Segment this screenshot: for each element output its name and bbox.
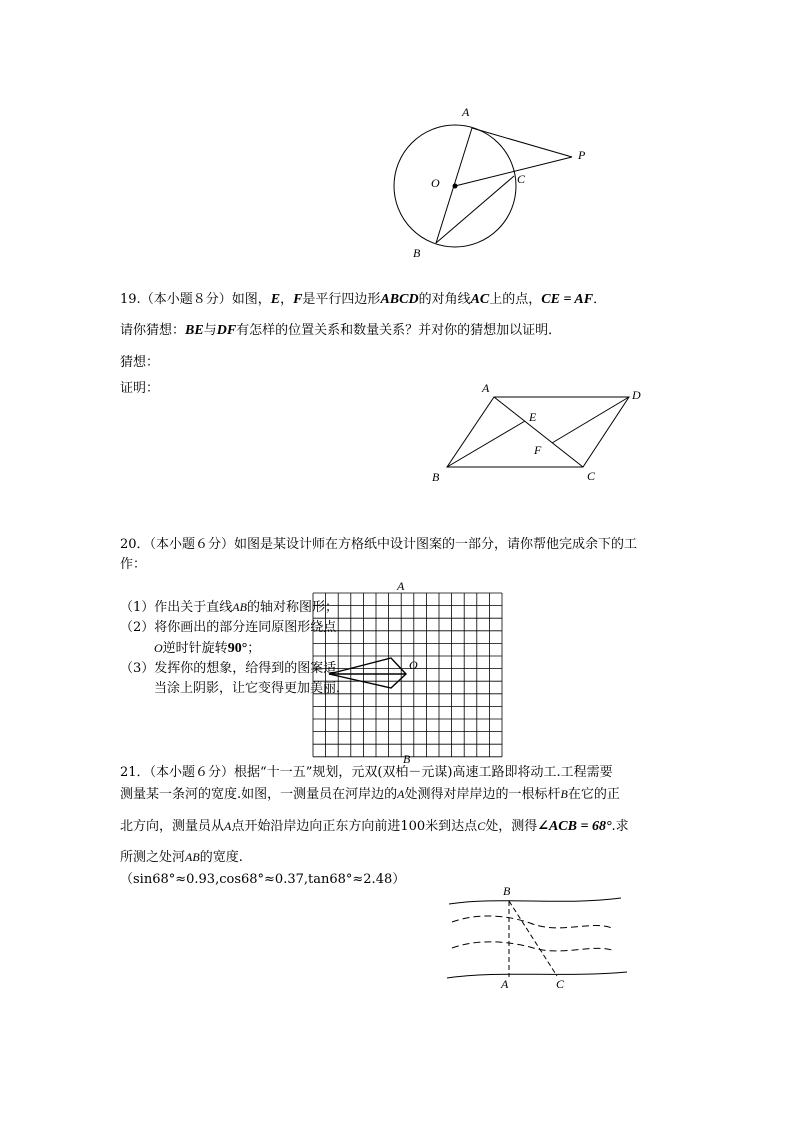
math-angle-acb: ∠ACB = 68°	[537, 819, 612, 834]
q20-item3-cont: 当涂上阴影，让它变得更加美丽．	[154, 681, 350, 696]
para-label-b: B	[432, 470, 440, 484]
math-abcd: ABCD	[380, 292, 419, 307]
q19-period: ．	[593, 292, 607, 307]
line-bc-dashed	[509, 901, 557, 976]
q19-proof-label: 证明：	[120, 381, 160, 396]
para-label-d: D	[632, 388, 641, 402]
math-b: B	[560, 787, 568, 801]
math-ab: AB	[232, 600, 247, 614]
math-c: C	[477, 819, 486, 833]
math-ac: AC	[470, 292, 490, 307]
q21-text: 处测得对岸岸边的一根标杆	[404, 787, 561, 802]
label-p: P	[578, 148, 586, 162]
q20-text: 逆时针旋转	[162, 641, 228, 656]
q19-text: 的对角线	[418, 292, 471, 307]
q20-text: （1）作出关于直线	[120, 600, 233, 615]
river-label-c: C	[556, 977, 565, 991]
q20-text: ；	[247, 641, 261, 656]
q20-line2: 作：	[120, 557, 147, 572]
river-label-b: B	[503, 884, 511, 898]
q21-text: 北方向，测量员从	[120, 819, 225, 834]
math-90deg: 90°	[227, 641, 248, 656]
q21-text: 点开始沿岸边向正东方向前进100米到达点	[231, 819, 478, 834]
q21-text: 所测之处河	[120, 850, 186, 865]
math-e: E	[270, 292, 281, 307]
q19-comma: ，	[280, 292, 294, 307]
label-o: O	[431, 176, 440, 190]
q19-text: 上的点，	[489, 292, 542, 307]
river-bank-north	[449, 898, 621, 904]
q19-text: 请你猜想：	[120, 323, 186, 338]
q21-trig-values: （sin68°≈0.93,cos68°≈0.37,tan68°≈2.48）	[120, 872, 406, 887]
grid-label-a: A	[397, 579, 405, 593]
math-a: A	[224, 819, 232, 833]
grid-label-o: O	[409, 658, 418, 672]
water-wave-2	[452, 942, 612, 951]
q19-text: 与	[203, 323, 217, 338]
q20-line1: 20．（本小题６分）如图是某设计师在方格纸中设计图案的一部分，请你帮他完成余下的工	[120, 537, 638, 552]
q21-text: 的宽度.	[199, 850, 243, 865]
math-ce-af: CE = AF	[541, 292, 594, 307]
math-df: DF	[216, 323, 237, 338]
math-ab: AB	[185, 850, 200, 864]
q21-text: 在它的正	[567, 787, 620, 802]
para-label-f: F	[534, 443, 542, 457]
q20-item2: （2）将你画出的部分连同原图形绕点	[120, 620, 337, 635]
para-label-c: C	[587, 469, 596, 483]
math-a: A	[397, 787, 405, 801]
river-label-a: A	[501, 977, 509, 991]
q21-text: 测量某一条河的宽度.如图，一测量员在河岸边的	[120, 787, 398, 802]
q21-line1: 21．（本小题６分）根据“十一五”规划，元双(双柏－元谋)高速工路即将动工.工程需要	[120, 765, 613, 780]
label-b: B	[413, 246, 421, 260]
label-a: A	[462, 105, 470, 119]
math-be: BE	[185, 323, 204, 338]
q19-text: 是平行四边形	[302, 292, 381, 307]
water-wave-1	[452, 916, 612, 928]
river-bank-south	[447, 972, 627, 978]
q19-text: 如图，	[231, 292, 271, 307]
q19-text: 有怎样的位置关系和数量关系？并对你的猜想加以证明．	[236, 323, 562, 338]
q19-score: （本小题８分）	[140, 292, 232, 307]
q21-text: 处，测得	[485, 819, 538, 834]
label-c: C	[517, 172, 526, 186]
para-label-e: E	[529, 410, 537, 424]
q21-text: .求	[611, 819, 629, 834]
grid-label-b: B	[403, 752, 411, 766]
para-label-a: A	[482, 381, 490, 395]
q20-item3: （3）发挥你的想象，给得到的图案适	[120, 661, 337, 676]
q19-number: 19.	[120, 292, 141, 307]
q19-guess-label: 猜想：	[120, 355, 160, 370]
math-f: F	[293, 292, 303, 307]
q20-text: 的轴对称图形；	[246, 600, 338, 615]
math-o: O	[154, 641, 163, 655]
